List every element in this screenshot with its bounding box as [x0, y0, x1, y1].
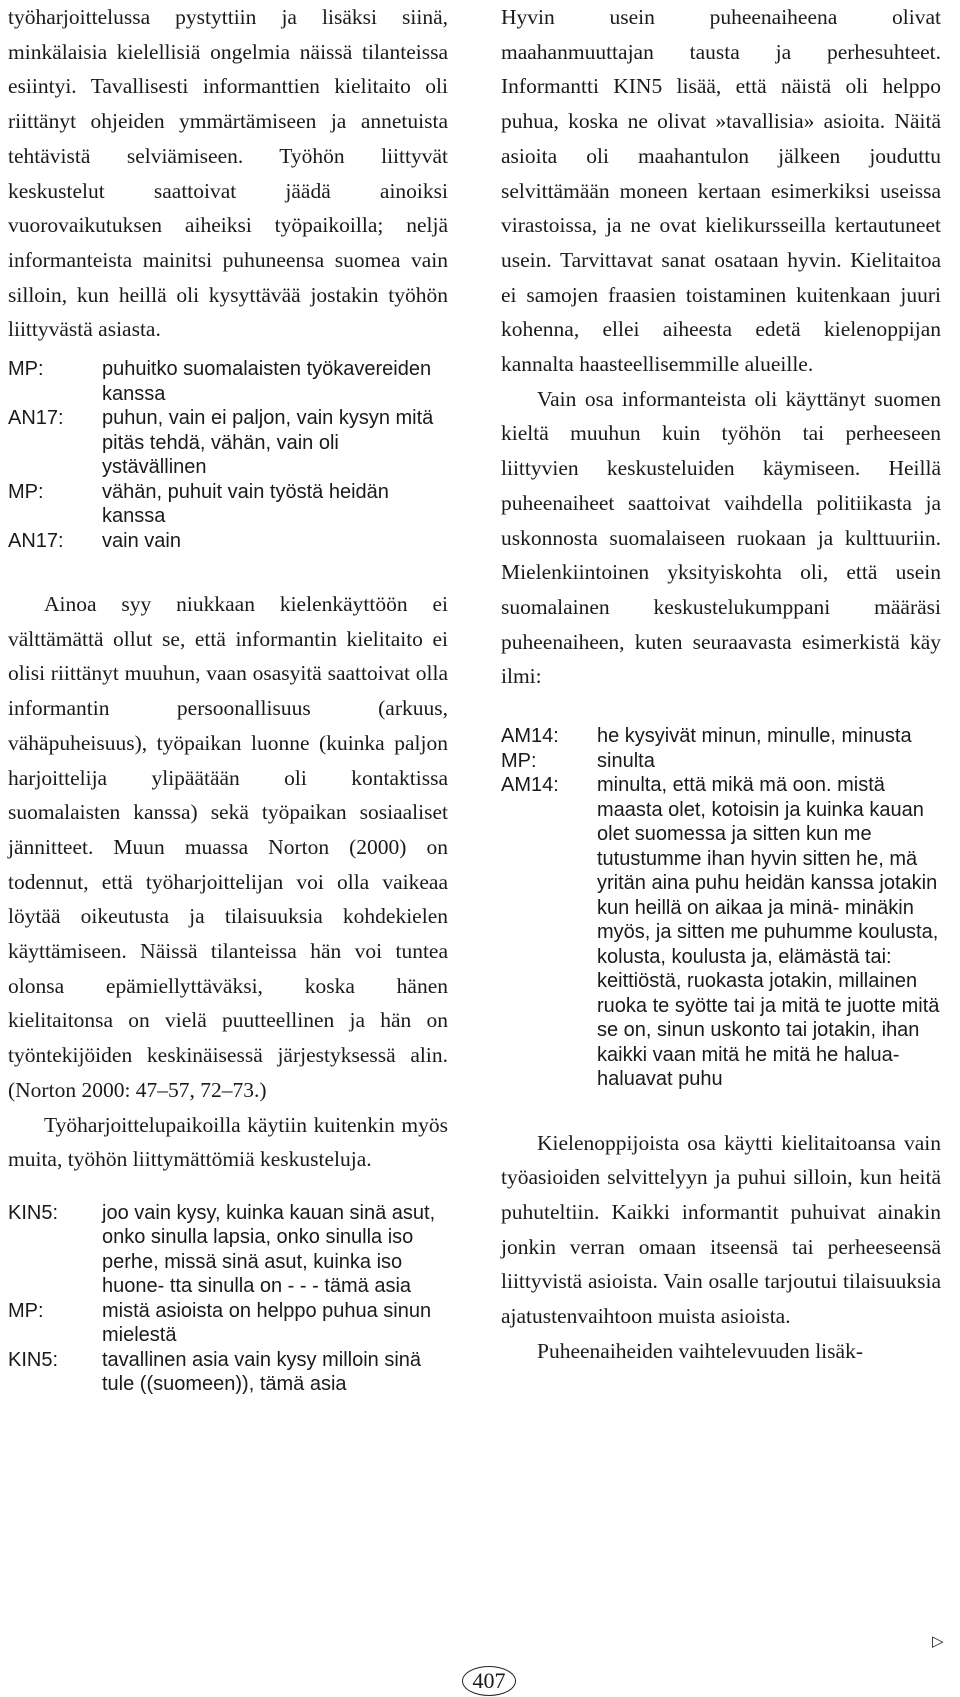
right-column — [501, 0, 941, 1368]
utterance: puhuitko suomalaisten työkavereiden kanssa — [102, 358, 432, 405]
dialogue-turn — [8, 406, 448, 480]
utterance: he kysyivät minun, minulle, minusta — [597, 725, 912, 748]
continue-arrow-icon: ▷ — [932, 1632, 944, 1650]
dialogue-turn — [8, 480, 448, 529]
paragraph: Työharjoittelupaikoilla käytiin kuitenkin myös muita, työhön liittymättömiä keskusteluja. — [8, 1112, 448, 1172]
dialogue-turn — [8, 1348, 448, 1397]
speaker-label: AM14: — [501, 725, 559, 748]
paragraph: Kielenoppijoista osa käytti kielitaitoansa vain työasioiden selvittelyyn ja puhui silloin, kun heitä puhuteltiin. Kaikki informantit puhuivat ainakin jonkin verran omaan itseensä tai perheeseensä liittyvistä asioista. Vain osalle tarjoutui tilaisuuksia ajatustenvaihtoon muista asioista. — [501, 1130, 941, 1329]
speaker-label: KIN5: — [8, 1348, 59, 1371]
speaker-label: MP: — [8, 1299, 44, 1322]
paragraph: Ainoa syy niukkaan kielenkäyttöön ei välttämättä ollut se, että informantin kielitaito ei olisi riittänyt muuhun, vaan osasyitä saattoivat olla informantin persoonallisuus (arkuus, vähäpuheisuus), työpaikan luonne (kuinka paljon harjoittelija ylipäätään oli kontaktissa suomalaisten kanssa) sekä työpaikan sosiaaliset jännitteet. Muun muassa Norton (2000) on todennut, että työharjoittelijan voi olla vaikeaa löytää oikeutusta ja tilaisuuksia kohdekielen käyttämiseen. Näissä tilanteissa hän voi tuntea olonsa epämiellyttäväksi, koska hänen kielitaitonsa on vielä puutteellinen ja hän on työntekijöiden keskinäisessä järjestyksessä alin. (Norton 2000: 47–57, 72–73.) — [8, 592, 448, 1102]
speaker-label: AN17: — [8, 407, 64, 430]
speaker-label: AN17: — [8, 529, 64, 552]
paragraph: työharjoittelussa pystyttiin ja lisäksi siinä, minkälaisia kielellisiä ongelmia näissä tilanteissa esiintyi. Tavallisesti informanttien kielitaito oli riittänyt ohjeiden ymmärtämiseen ja annetuista tehtävistä selviämiseen. Työhön liittyvät keskustelut saattoivat jäädä ainoiksi vuorovaikutuksen aiheiksi työpaikoilla; neljä informanteista mainitsi puhuneensa suomea vain silloin, kun heillä oli kysyttävää jostakin työhön liittyvästä asiasta. — [8, 5, 448, 342]
page-number: 407 — [462, 1666, 516, 1696]
dialogue-turn — [501, 749, 941, 774]
utterance: puhun, vain ei paljon, vain kysyn mitä pitäs tehdä, vähän, vain oli ystävällinen — [102, 407, 434, 479]
dialogue-turn — [501, 724, 941, 749]
dialogue-excerpt — [8, 357, 448, 553]
left-column — [8, 0, 448, 1397]
utterance: joo vain kysy, kuinka kauan sinä asut, onko sinulla lapsia, onko sinulla iso perhe, missä sinä asut, kuinka iso huone- tta sinulla on - - - tämä asia — [102, 1201, 436, 1298]
dialogue-turn — [8, 529, 448, 554]
speaker-label: MP: — [8, 480, 44, 503]
dialogue-turn — [501, 773, 941, 1092]
speaker-label: AM14: — [501, 774, 559, 797]
utterance: vähän, puhuit vain työstä heidän kanssa — [102, 480, 389, 528]
paragraph: Hyvin usein puheenaiheena olivat maahanmuuttajan tausta ja perhesuhteet. Informantti KIN5 lisää, että näistä oli helppo puhua, koska ne olivat »tavallisia» asioita. Näitä asioita oli maahantulon jälkeen jouduttu selvittämään moneen kertaan esimerkiksi useissa virastoissa, ja ne ovat kielikursseilla kertautuneet usein. Tarvittavat sanat osataan hyvin. Kielitaitoa ei samojen fraasien toistaminen kuitenkaan juuri kohenna, ellei aiheesta edetä kielenoppijan kannalta haasteellisemmille alueille. — [501, 5, 941, 377]
dialogue-excerpt — [501, 724, 941, 1092]
utterance: sinulta — [597, 749, 655, 772]
utterance: vain vain — [102, 529, 181, 552]
utterance: minulta, että mikä mä oon. mistä maasta olet, kotoisin ja kuinka kauan olet suomessa ja sitten kun me tutustumme ihan hyvin sitten he, mä yritän aina puhu heidän kanssa jotakin kun heillä on aikaa ja minä- minäkin myös, ja sitten me puhumme koulusta, kolusta, koulusta ja, elämästä tai: keittiöstä, ruokasta jotakin, millainen ruoka te syötte tai ja mitä te juotte mitä se on, sinun uskonto tai jotakin, ihan kaikki vaan mitä he mitä he halua- haluavat puhu — [597, 774, 940, 1091]
dialogue-turn — [8, 1201, 448, 1299]
speaker-label: MP: — [8, 358, 44, 381]
utterance: mistä asioista on helppo puhua sinun mielestä — [102, 1299, 432, 1347]
dialogue-excerpt — [8, 1201, 448, 1397]
utterance: tavallinen asia vain kysy milloin sinä tule ((suomeen)), tämä asia — [102, 1348, 422, 1396]
speaker-label: KIN5: — [8, 1201, 59, 1224]
speaker-label: MP: — [501, 749, 537, 772]
paragraph: Puheenaiheiden vaihtelevuuden lisäk- — [537, 1338, 863, 1363]
paragraph: Vain osa informanteista oli käyttänyt suomen kieltä muuhun kuin työhön tai perheeseen liittyvien keskusteluiden käymiseen. Heillä puheenaiheet saattoivat vaihdella politiikasta ja uskonnosta suomalaiseen ruokaan ja kulttuuriin. Mielenkiintoinen yksityiskohta oli, että usein suomalainen keskustelukumppani määräsi puheenaiheen, kuten seuraavasta esimerkistä käy ilmi: — [501, 386, 941, 689]
dialogue-turn — [8, 1299, 448, 1348]
dialogue-turn — [8, 357, 448, 406]
